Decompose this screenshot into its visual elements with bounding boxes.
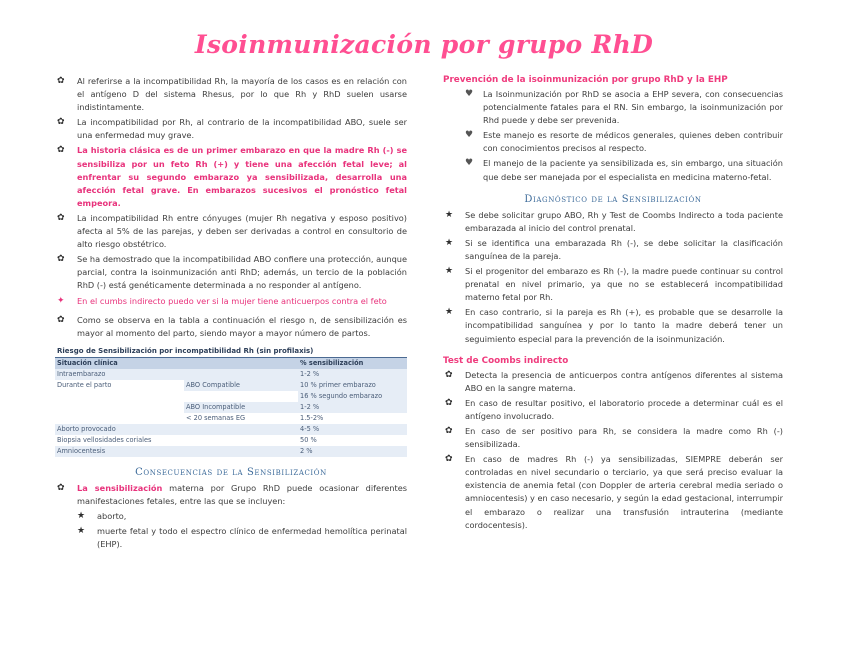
- flower-bullet-icon: ✿: [57, 117, 65, 128]
- bullet-item: ★ Si el progenitor del embarazo es Rh (-), la madre puede continuar su control prenatal en nivel primario, ya que no se establecerá incompatibilidad materno fetal por Rh.: [445, 266, 783, 303]
- table-header: [184, 357, 298, 369]
- bullet-item: ✿ La incompatibilidad Rh entre cónyuges (mujer Rh negativa y esposo positivo) afecta al 5% de las parejas, y deben ser derivadas a control en consultorio de alto riesgo obstétrico.: [57, 212, 407, 250]
- bullet-item: ♥ Este manejo es resorte de médicos generales, quienes deben contribuir con conocimientos precisos al respecto.: [465, 130, 783, 154]
- right-column: [443, 75, 783, 534]
- flower-bullet-icon: ✿: [57, 76, 65, 86]
- bullet-item: ✿ La incompatibilidad por Rh, al contrario de la incompatibilidad ABO, suele ser una enfermedad muy grave.: [57, 117, 407, 141]
- bullet-item: ✿ Como se observa en la tabla a continuación el riesgo n, de sensibilización es mayor al momento del parto, siendo mayor a mayor número de partos.: [57, 314, 407, 338]
- bullet-item: ✿ En caso de resultar positivo, el laboratorio procede a determinar cuál es el antígeno involucrado.: [445, 397, 783, 421]
- table-row: Aborto provocado 4-5 %: [55, 424, 407, 435]
- section-heading-prevencion: Prevención de la isoinmunización por grupo RhD y la EHP: [443, 75, 728, 85]
- table-row: Amniocentesis 2 %: [55, 446, 407, 457]
- bullet-item: ✿ Se ha demostrado que la incompatibilidad ABO confiere una protección, aunque parcial, contra la isoinmunización anti RhD; además, un tercio de la población RhD (-) está genéticamente determinada a no responder al antígeno.: [57, 254, 407, 291]
- table-header: Situación clínica: [55, 357, 184, 369]
- table-row: < 20 semanas EG 1.5-2%: [186, 414, 324, 423]
- bullet-item: ♥ El manejo de la paciente ya sensibilizada es, sin embargo, una situación que debe ser manejada por el especialista en medicina materno-fetal.: [465, 158, 783, 182]
- table-row: Intraembarazo 1-2 %: [55, 369, 407, 380]
- flower-bullet-icon: ✿: [57, 482, 65, 493]
- flower-bullet-icon: ✿: [445, 397, 453, 408]
- table-row: Biopsia vellosidades coriales 50 %: [57, 436, 317, 445]
- bullet-item: ✿ En caso de madres Rh (-) ya sensibilizadas, SIEMPRE deberán ser controladas en nivel secundario o terciario, ya que será preciso evaluar la existencia de anemia fetal (con Doppler de arteria cerebral media seriado o amniocentesis) y en caso necesario, y según la edad gestacional, interrumpir el embarazo o realizar una transfusión intrauterina (mediante cordocentesis).: [445, 454, 783, 530]
- star-bullet-icon: ★: [445, 209, 454, 220]
- bullet-item: ✿ Detecta la presencia de anticuerpos contra antígenos diferentes al sistema ABO en la sangre materna.: [445, 369, 783, 393]
- bullet-item: ★ Se debe solicitar grupo ABO, Rh y Test de Coombs Indirecto a toda paciente embarazada al inicio del control prenatal.: [445, 209, 783, 233]
- left-column: [55, 75, 407, 553]
- table-row: 16 % segundo embarazo: [55, 391, 407, 402]
- risk-table: [55, 346, 407, 457]
- section-heading-consecuencias: Consecuencias de la Sensibilización: [135, 466, 327, 478]
- star-bullet-icon: ★: [445, 266, 454, 277]
- heart-bullet-icon: ♥: [465, 158, 474, 169]
- flower-bullet-icon: ✿: [445, 369, 453, 380]
- table-header: % sensibilización: [298, 357, 407, 369]
- page-title: Isoinmunización por grupo RhD: [194, 30, 654, 59]
- table-header-row: [55, 357, 407, 369]
- sub-bullet-item: ★ muerte fetal y todo el espectro clínico de enfermedad hemolítica perinatal (EHP).: [77, 526, 407, 550]
- bullet-item: ★ Si se identifica una embarazada Rh (-), se debe solicitar la clasificación sanguínea de la pareja.: [445, 237, 783, 261]
- bullet-item: ✿ La sensibilización materna por Grupo RhD puede ocasionar diferentes manifestaciones fetales, entre las que se incluyen:: [57, 482, 407, 506]
- sparkle-bullet-icon: ✦: [57, 295, 65, 306]
- heart-bullet-icon: ♥: [465, 89, 474, 99]
- flower-bullet-icon: ✿: [57, 145, 65, 156]
- star-bullet-icon: ★: [445, 307, 454, 318]
- flower-bullet-icon: ✿: [57, 254, 65, 265]
- table-row: ABO Incompatible 1-2 %: [55, 402, 407, 413]
- bullet-item-note: ✦ En el cumbs indirecto puedo ver si la mujer tiene anticuerpos contra el feto: [55, 295, 407, 308]
- sub-bullet-item: ★ aborto,: [55, 510, 407, 523]
- bullet-item: ✿ Al referirse a la incompatibilidad Rh, la mayoría de los casos es en relación con el antígeno D del sistema Rhesus, por lo que Rh y RhD suelen usarse indistintamente.: [57, 76, 407, 113]
- section-heading-diagnostico: Diagnóstico de la Sensibilización: [524, 193, 702, 205]
- bullet-item: ★ En caso contrario, si la pareja es Rh (+), es probable que se desarrolle la incompatibilidad sanguínea y por lo tanto la madre deberá tener un seguimiento especial para la prevención de la isoinmunización.: [445, 307, 783, 344]
- bullet-item: ✿ En caso de ser positivo para Rh, se considera la madre como Rh (-) sensibilizada.: [445, 425, 783, 450]
- table-caption: Riesgo de Sensibilización por incompatibilidad Rh (sin profilaxis): [55, 346, 407, 358]
- bullet-item: ♥ La Isoinmunización por RhD se asocia a EHP severa, con consecuencias potencialmente fatales para el RN. Sin embargo, la isoinmunización por Rhd puede y debe ser prevenida.: [465, 89, 783, 126]
- flower-bullet-icon: ✿: [57, 314, 65, 325]
- flower-bullet-icon: ✿: [445, 425, 453, 436]
- star-bullet-icon: ★: [77, 510, 86, 521]
- flower-bullet-icon: ✿: [445, 454, 453, 465]
- star-bullet-icon: ★: [77, 526, 86, 537]
- star-bullet-icon: ★: [445, 237, 454, 248]
- heart-bullet-icon: ♥: [465, 130, 474, 141]
- section-heading-coombs: Test de Coombs indirecto: [443, 355, 569, 366]
- table-row: Durante el parto ABO Compatible 10 % primer embarazo: [55, 380, 407, 391]
- bullet-item-highlight: ✿ La historia clásica es de un primer embarazo en que la madre Rh (-) se sensibiliza por un feto Rh (+) y tiene una afección fetal leve; al enfrentar su segundo embarazo ya sensibilizada, desarrolla una afección fetal grave. En embarazos sucesivos el pronóstico fetal empeora.: [57, 145, 407, 208]
- flower-bullet-icon: ✿: [57, 212, 65, 223]
